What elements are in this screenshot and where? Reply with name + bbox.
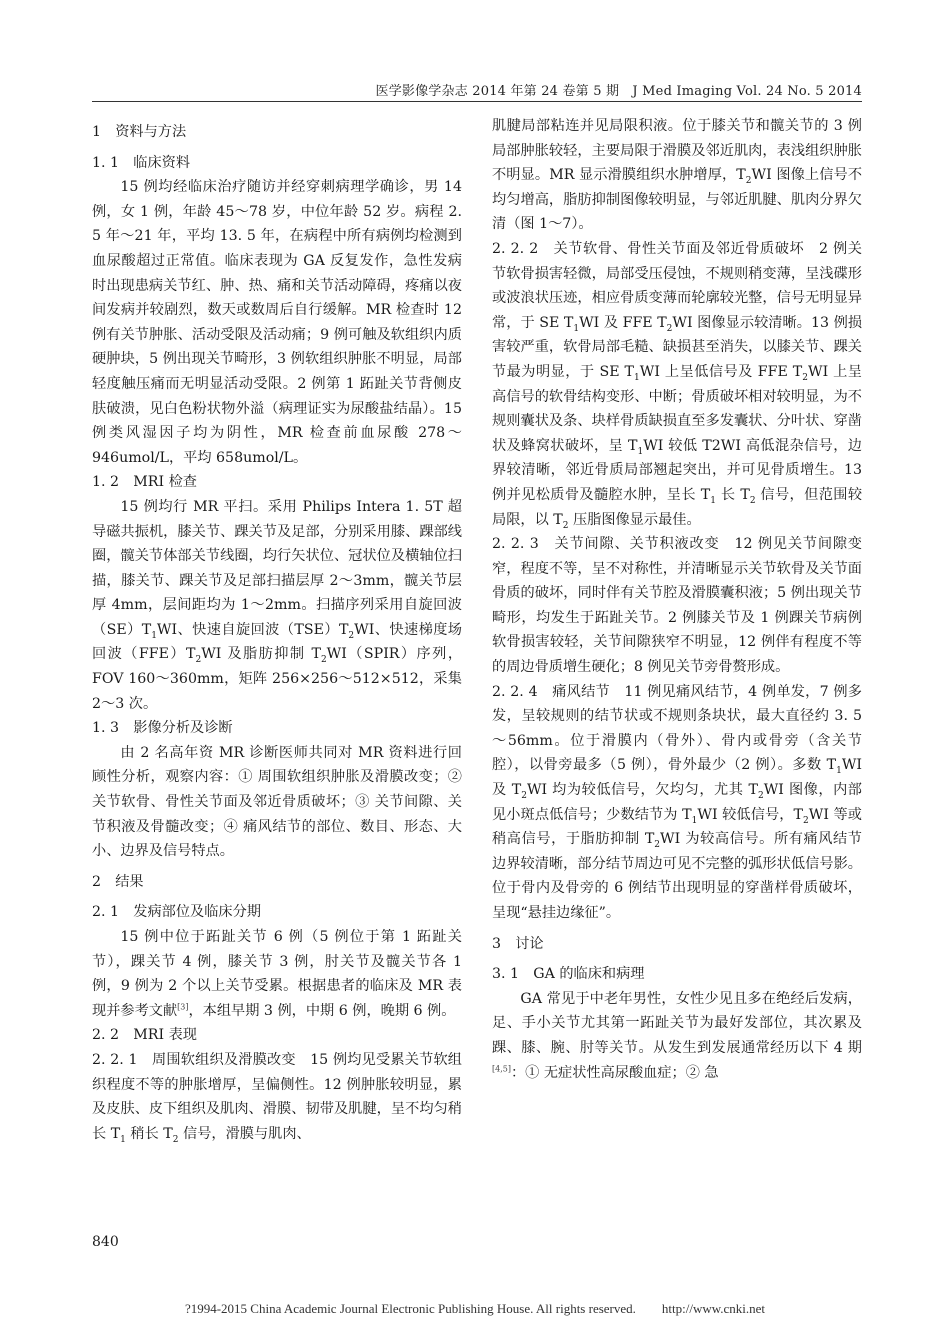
section-2-title: 2 结果 (92, 873, 144, 890)
section-1-title: 1 资料与方法 (92, 124, 187, 140)
section-2-1-paragraph: 15 例中位于跖趾关节 6 例（5 例位于第 1 跖趾关节），踝关节 4 例，膝关节 3 例，肘关节及髋关节各 1 例，9 例为 2 个以上关节受累。根据患者的临床及 MR 表现并参考文献[3]，本组早期 3 例，中期 6 例，晚期 6 例。 (92, 929, 462, 1019)
section-3-title: 3 讨论 (492, 935, 544, 952)
section-3-1-paragraph: GA 常见于中老年男性，女性少见且多在绝经后发病，足、手小关节尤其第一跖趾关节为最好发部位，其次累及踝、膝、腕、肘等关节。从发生到发展通常经历以下 4 期[4,5]：① 无症状性高尿酸血症；② 急 (492, 990, 862, 1081)
section-1-2-title: 1. 2 MRI 检查 (92, 474, 197, 491)
left-column (92, 114, 462, 1146)
right-column (492, 114, 862, 1085)
section-2-2-title: 2. 2 MRI 表现 (92, 1027, 197, 1044)
continued-paragraph: 肌腱局部粘连并见局限积液。位于膝关节和髋关节的 3 例局部肿胀较轻，主要局限于滑膜及邻近肌肉，表浅组织肿胀不明显。MR 显示滑膜组织水肿增厚，$T_2WI$ 图像上信号不均匀增高，脂肪抑制图像较明显，与邻近肌腱、肌肉分界欠清（图 1～7）。 (492, 118, 863, 233)
copyright-footer: ?1994-2015 China Academic Journal Electronic Publishing House. All rights reserved. http://www.cnki.net (184, 1301, 766, 1316)
running-header: 医学影像学杂志 2014 年第 24 卷第 5 期 J Med Imaging Vol. 24 No. 5 2014 (375, 84, 862, 99)
section-2-2-1-paragraph: 2. 2. 1 周围软组织及滑膜改变 15 例均见受累关节软组织程度不等的肿胀增厚，呈偏侧性。12 例肿胀较明显，累及皮肤、皮下组织及肌肉、滑膜、韧带及肌腱，呈不均匀稍长 $T_1$ 稍长 $T_2$ 信号，滑膜与肌肉、 (92, 1051, 462, 1145)
section-2-2-3-paragraph: 2. 2. 3 关节间隙、关节积液改变 12 例见关节间隙变窄，程度不等，呈不对称性，并清晰显示关节软骨及关节面骨质的破坏，同时伴有关节腔及滑膜囊积液；5 例出现关节畸形，均发生于跖趾关节。2 例膝关节及 1 例踝关节病例软骨损害较轻，关节间隙狭窄不明显，12 例伴有程度不等的周边骨质增生硬化；8 例见关节旁骨赘形成。 (492, 536, 862, 676)
section-2-1-title: 2. 1 发病部位及临床分期 (92, 904, 261, 921)
section-2-2-4-paragraph: 2. 2. 4 痛风结节 11 例见痛风结节，4 例单发，7 例多发，呈较规则的结节状或不规则条块状，最大直径约 3. 5～56mm。位于滑膜内（骨外）、骨内或骨旁（含关节腔），以骨旁最多（5 例），骨外最少（2 例）。多数 $T_1WI$ 及 $T_2WI$ 均为较低信号，欠均匀，尤其 $T_2WI$ 图像，内部见小斑点低信号；少数结节为 $T_1WI$ 较低信号，$T_2WI$ 等或稍高信号，于脂肪抑制 $T_2WI$ 为较高信号。所有痛风结节边界较清晰，部分结节周边可见不完整的弧形状低信号影。位于骨内及骨旁的 6 例结节出现明显的穿凿样骨质破坏，呈现“悬挂边缘征”。 (492, 683, 862, 921)
citation-ref: [3] (177, 1002, 189, 1012)
section-1-3-paragraph: 由 2 名高年资 MR 诊断医师共同对 MR 资料进行回顾性分析，观察内容：① 周围软组织肿胀及滑膜改变；② 关节软骨、骨性关节面及邻近骨质破坏；③ 关节间隙、关节积液及骨髓改变；④ 痛风结节的部位、数目、形态、大小、边界及信号特点。 (92, 744, 462, 860)
section-1-1-title: 1. 1 临床资料 (92, 154, 191, 171)
section-2-2-2-paragraph: 2. 2. 2 关节软骨、骨性关节面及邻近骨质破坏 2 例关节软骨损害轻微，局部受压侵蚀，不规则稍变薄，呈浅碟形或波浪状压迹，相应骨质变薄而轮廓较光整，信号无明显异常，于 SE $T_1WI$ 及 FFE $T_2WI$ 图像显示较清晰。13 例损害较严重，软骨局部毛糙、缺损甚至消失，以膝关节、踝关节最为明显，于 SE $T_1WI$ 上呈低信号及 FFE $T_2WI$ 上呈高信号的软骨结构变形、中断；骨质破坏相对较明显，为不规则囊状及条、块样骨质缺损直至多发囊状、分叶状、穿凿状及蜂窝状破坏，呈 $T_1WI$ 较低 T2WI 高低混杂信号，边界较清晰，邻近骨质局部翘起突出，并可见骨质增生。13 例并见松质骨及髓腔水肿，呈长 $T_1$ 长 $T_2$ 信号，但范围较局限，以 $T_2$ 压脂图像显示最佳。 (492, 240, 863, 531)
section-1-3-title: 1. 3 影像分析及诊断 (92, 720, 233, 737)
section-3-1-title: 3. 1 GA 的临床和病理 (492, 966, 645, 983)
page-number: 840 (92, 1234, 119, 1250)
section-1-1-paragraph: 15 例均经临床治疗随访并经穿刺病理学确诊，男 14 例，女 1 例，年龄 45～78 岁，中位年龄 52 岁。病程 2. 5 年～21 年，平均 13. 5 年，在病程中所有病例均检测到血尿酸超过正常值。临床表现为 GA 反复发作，急性发病时出现患病关节红、肿、热、痛和关节活动障碍，疼痛以夜间发病并较剧烈，数天或数周后自行缓解。MR 检查时 12 例有关节肿胀、活动受限及活动痛；9 例可触及软组织内质硬肿块，5 例出现关节畸形，3 例软组织肿胀不明显，局部轻度触压痛而无明显活动受限。2 例第 1 跖趾关节背侧皮肤破溃，见白色粉状物外溢（病理证实为尿酸盐结晶）。15 例类风湿因子均为阴性，MR 检查前血尿酸 278～946umol/L，平均 658umol/L。 (92, 179, 462, 466)
citation-ref: [4,5] (492, 1063, 511, 1073)
header-rule (92, 101, 862, 102)
section-1-2-paragraph: 15 例均行 MR 平扫。采用 Philips Intera 1. 5T 超导磁共振机，膝关节、踝关节及足部，分别采用膝、踝部线圈，髋关节体部关节线圈，均行矢状位、冠状位及横轴位扫描，膝关节、踝关节及足部扫描层厚 2～3mm，髋关节层厚 4mm，层间距均为 1～2mm。扫描序列采用自旋回波$(SE)T_1WI$、快速自旋回波$(TSE)T_2WI$、快速梯度场回波$(FFE)T_2WI$ 及脂肪抑制 $T_2WI(SPIR)$序列，FOV 160～360mm，矩阵 256×256～512×512，采集 2～3 次。 (92, 498, 463, 712)
